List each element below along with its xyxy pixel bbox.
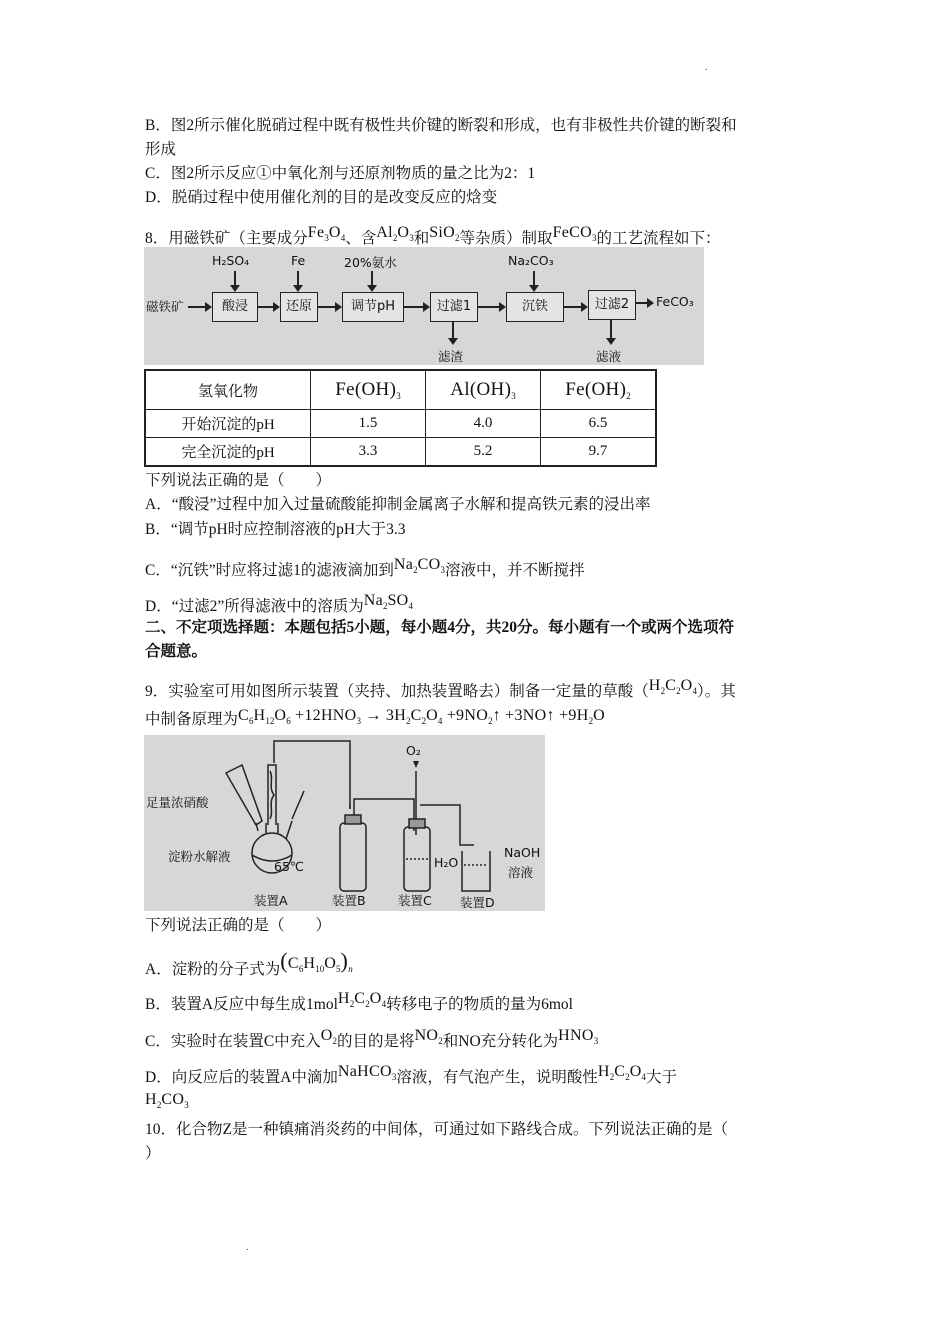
q9-apparatus-figure (144, 735, 545, 911)
flow-step-adjust-ph: 调节pH (342, 292, 404, 322)
q9-ask: 下列说法正确的是（ ） (145, 917, 332, 934)
q7-option-b-line2: 形成 (145, 141, 177, 158)
label-o2: O₂ (406, 743, 421, 758)
flow-reagent-fe: Fe (291, 253, 306, 268)
label-water: H₂O (434, 855, 459, 870)
q10-stem-line2: ） (145, 1145, 161, 1162)
table-cell: 4.0 (426, 410, 541, 438)
flow-filtrate: 滤液 (596, 349, 622, 364)
table-cell: 6.5 (541, 410, 657, 438)
flow-step-filter1: 过滤1 (430, 292, 478, 322)
apparatus-drawing (144, 735, 545, 911)
section2-heading-line2: 合题意。 (145, 643, 208, 660)
label-naoh: NaOH (504, 845, 541, 860)
flow-step-filter2: 过滤2 (588, 290, 636, 320)
q9-option-a: A．淀粉的分子式为$(C_6H_{10}O_5)_n$ (145, 948, 353, 978)
table-header-aloh3: $Al(OH)_3$ (426, 370, 541, 410)
q8-option-b: B．“调节pH时应控制溶液的pH大于3.3 (145, 521, 406, 538)
table-row-label-start: 开始沉淀的pH (145, 410, 311, 438)
q9-option-d-line1: D．向反应后的装置A中滴加NaHCO$_3$溶液，有气泡产生，说明酸性$H_2C_2O_4$大于 (145, 1063, 678, 1086)
q9-stem-line2: 中制备原理为$C_6H_{12}O_6 +12HNO_3 \to 3H_2C_2O_4$ $+9NO_2↑$ +3NO↑ $+9H_2O$ (145, 707, 605, 728)
table-header-feoh2: $Fe(OH)_2$ (541, 370, 657, 410)
flow-start: 磁铁矿 (146, 299, 184, 314)
flow-reagent-h2so4: H₂SO₄ (212, 253, 250, 268)
q7-option-d: D．脱硝过程中使用催化剂的目的是改变反应的焓变 (145, 189, 498, 206)
q9-option-c: C．实验时在装置C中充入$O_2$的目的是将$NO_2$和NO充分转化为$HNO_3$ (145, 1027, 599, 1050)
flow-step-precipitate-iron: 沉铁 (506, 292, 564, 322)
scan-dot: . (705, 62, 708, 73)
table-header-hydroxide: 氢氧化物 (145, 370, 311, 410)
label-concentrated-nitric-acid: 足量浓硝酸 (146, 795, 209, 810)
flow-product: FeCO₃ (656, 294, 694, 309)
q9-option-b: B．装置A反应中每生成$1molH_2C_2O_4$转移电子的物质的量为6mol (145, 990, 573, 1013)
label-device-a: 装置A (254, 893, 288, 908)
table-cell: 3.3 (311, 438, 426, 467)
label-device-b: 装置B (332, 893, 366, 908)
flow-step-acid-leach: 酸浸 (212, 292, 258, 322)
label-device-c: 装置C (398, 893, 432, 908)
q9-stem-line1: 9．实验室可用如图所示装置（夹持、加热装置略去）制备一定量的草酸$(H_2C_2O_4)$。其 (145, 677, 736, 700)
q8-option-a: A．“酸浸”过程中加入过量硫酸能抑制金属离子水解和提高铁元素的浸出率 (145, 496, 651, 513)
label-device-d: 装置D (460, 895, 495, 910)
scan-dot: . (246, 1242, 249, 1253)
q9-option-d-line2: $H_2CO_3$ (145, 1091, 189, 1110)
hydroxide-ph-table (144, 369, 657, 467)
flow-reagent-na2co3: Na₂CO₃ (508, 253, 554, 268)
flow-reagent-ammonia: 20%氨水 (344, 255, 397, 270)
table-row-label-complete: 完全沉淀的pH (145, 438, 311, 467)
table-header-feoh3: $Fe(OH)_3$ (311, 370, 426, 410)
table-cell: 1.5 (311, 410, 426, 438)
q8-stem: 8．用磁铁矿（主要成分$Fe_3O_4$、含$Al_2O_3$和SiO$_2$等杂质）制取FeCO$_3$的工艺流程如下： (145, 224, 721, 247)
label-starch-hydrolysate: 淀粉水解液 (168, 849, 231, 864)
label-solution: 溶液 (508, 865, 534, 880)
q7-option-b-line1: B．图2所示催化脱硝过程中既有极性共价键的断裂和形成，也有非极性共价键的断裂和 (145, 117, 737, 134)
flow-residue: 滤渣 (438, 349, 464, 364)
q8-flowchart (144, 247, 704, 365)
q10-stem-line1: 10．化合物Z是一种镇痛消炎药的中间体，可通过如下路线合成。下列说法正确的是（ (145, 1121, 728, 1138)
q8-option-c: C．“沉铁”时应将过滤1的滤液滴加到$Na_2CO_3$溶液中，并不断搅拌 (145, 556, 585, 579)
label-temperature: 65℃ (274, 859, 304, 874)
table-cell: 9.7 (541, 438, 657, 467)
section2-heading-line1: 二、不定项选择题：本题包括5小题，每小题4分，共20分。每小题有一个或两个选项符 (145, 619, 735, 636)
q8-option-d: D．“过滤2”所得滤液中的溶质为$Na_2SO_4$ (145, 592, 414, 615)
table-cell: 5.2 (426, 438, 541, 467)
flow-step-reduce: 还原 (280, 292, 318, 322)
q7-option-c: C．图2所示反应①中氧化剂与还原剂物质的量之比为2：1 (145, 165, 536, 182)
q8-ask: 下列说法正确的是（ ） (145, 472, 332, 489)
